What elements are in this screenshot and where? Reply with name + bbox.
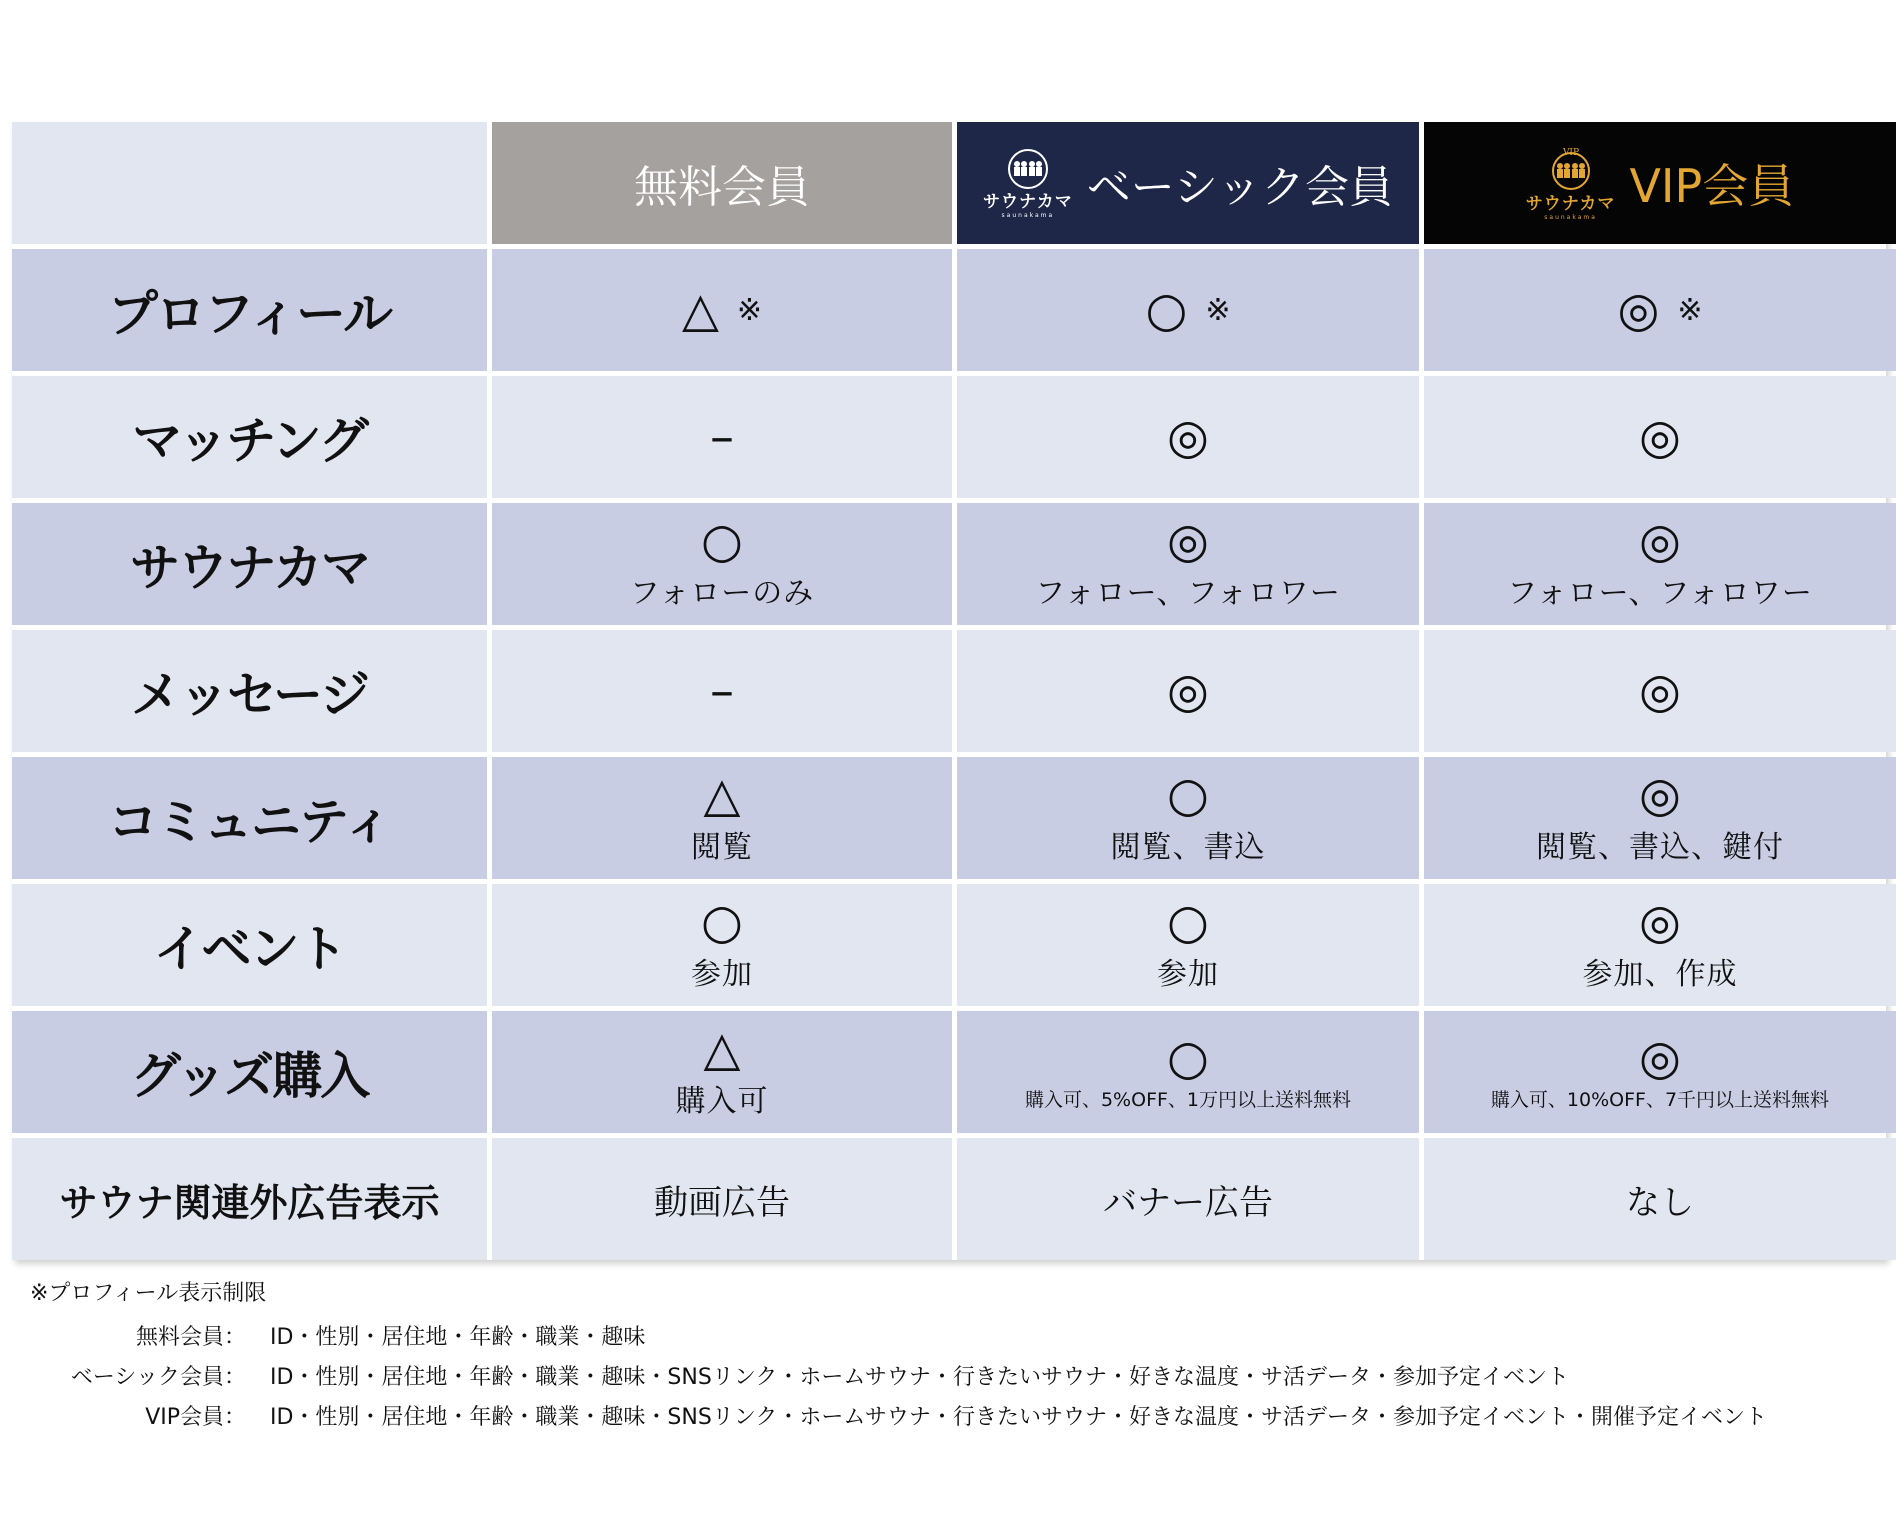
cell-community-free xyxy=(492,757,952,879)
cell-note: 参加 xyxy=(1157,957,1219,992)
vip-badge-text: VIP xyxy=(1562,148,1579,158)
circle-symbol: ○ xyxy=(1145,282,1188,338)
header-free-label: 無料会員 xyxy=(634,162,810,213)
note-mark: ※ xyxy=(1677,292,1703,328)
cell-note: 購入可、10%OFF、7千円以上送料無料 xyxy=(1490,1088,1830,1111)
cell-event-vip xyxy=(1424,884,1896,1006)
circle-symbol: ○ xyxy=(701,513,743,569)
footnote-line-vip xyxy=(30,1395,1767,1435)
cell-profile-vip xyxy=(1424,249,1896,371)
row-label-profile: プロフィール xyxy=(12,249,487,371)
cell-event-basic xyxy=(957,884,1419,1006)
footnote-line-free xyxy=(30,1315,1767,1355)
circle-symbol: ○ xyxy=(701,894,743,950)
profile-footnote xyxy=(30,1276,1767,1435)
double-circle-symbol: ◎ xyxy=(1639,894,1681,950)
cell-note: 閲覧、書込 xyxy=(1110,830,1266,865)
cell-profile-free xyxy=(492,249,952,371)
cell-ads-basic: バナー広告 xyxy=(957,1138,1419,1260)
row-label-community: コミュニティ xyxy=(12,757,487,879)
cell-event-free xyxy=(492,884,952,1006)
cell-message-free xyxy=(492,630,952,752)
cell-note: フォローのみ xyxy=(629,576,815,611)
circle-symbol: ○ xyxy=(1167,894,1209,950)
cell-note: 閲覧 xyxy=(691,830,753,865)
double-circle-symbol: ◎ xyxy=(1639,767,1681,823)
row-label-goods: グッズ購入 xyxy=(12,1011,487,1133)
cell-ads-vip: なし xyxy=(1424,1138,1896,1260)
logo-subtext: saunakama xyxy=(1544,214,1597,221)
double-circle-symbol: ◎ xyxy=(1639,1029,1681,1086)
cell-matching-vip xyxy=(1424,376,1896,498)
double-circle-symbol: ◎ xyxy=(1167,663,1209,719)
row-label-matching: マッチング xyxy=(12,376,487,498)
cell-note: 購入可 xyxy=(675,1084,769,1119)
dash-symbol: – xyxy=(710,409,734,465)
cell-saunakama-vip xyxy=(1424,503,1896,625)
double-circle-symbol: ◎ xyxy=(1167,513,1209,569)
logo-text: サウナカマ xyxy=(1525,194,1616,214)
double-circle-symbol: ◎ xyxy=(1617,282,1660,338)
header-basic-member xyxy=(957,122,1419,244)
double-circle-symbol: ◎ xyxy=(1639,513,1681,569)
cell-profile-basic xyxy=(957,249,1419,371)
cell-goods-vip xyxy=(1424,1011,1896,1133)
triangle-symbol: △ xyxy=(681,282,719,338)
cell-note: フォロー、フォロワー xyxy=(1507,576,1813,611)
sauna-people-vip-icon xyxy=(1543,145,1599,191)
note-mark: ※ xyxy=(1205,292,1231,328)
note-mark: ※ xyxy=(736,292,763,328)
header-vip-label: VIP会員 xyxy=(1629,159,1795,213)
footnote-label: 無料会員： xyxy=(135,1324,246,1350)
footnote-text: ID・性別・居住地・年齢・職業・趣味 xyxy=(270,1324,646,1350)
cell-note: 購入可、5%OFF、1万円以上送料無料 xyxy=(1024,1088,1352,1111)
footnote-text: ID・性別・居住地・年齢・職業・趣味・SNSリンク・ホームサウナ・行きたいサウナ・好きな温度・サ活データ・参加予定イベント xyxy=(270,1364,1569,1390)
header-basic-label: ベーシック会員 xyxy=(1086,162,1393,213)
double-circle-symbol: ◎ xyxy=(1639,409,1681,465)
cell-community-vip xyxy=(1424,757,1896,879)
logo-text: サウナカマ xyxy=(983,192,1073,212)
cell-goods-free xyxy=(492,1011,952,1133)
cell-matching-free xyxy=(492,376,952,498)
triangle-symbol: △ xyxy=(703,1021,741,1077)
cell-note: 参加 xyxy=(691,957,753,992)
cell-ads-free: 動画広告 xyxy=(492,1138,952,1260)
double-circle-symbol: ◎ xyxy=(1639,663,1681,719)
header-free-member xyxy=(492,122,952,244)
footnote-text: ID・性別・居住地・年齢・職業・趣味・SNSリンク・ホームサウナ・行きたいサウナ・好きな温度・サ活データ・参加予定イベント・開催予定イベント xyxy=(270,1404,1767,1430)
saunakama-logo xyxy=(983,147,1073,219)
cell-note: 閲覧、書込、鍵付 xyxy=(1536,830,1784,865)
cell-message-basic xyxy=(957,630,1419,752)
membership-comparison-table xyxy=(12,122,1886,1260)
cell-goods-basic xyxy=(957,1011,1419,1133)
cell-note: フォロー、フォロワー xyxy=(1035,576,1341,611)
sauna-people-icon xyxy=(1000,147,1056,189)
cell-message-vip xyxy=(1424,630,1896,752)
footnote-line-basic xyxy=(30,1355,1767,1395)
cell-note: 参加、作成 xyxy=(1582,957,1738,992)
circle-symbol: ○ xyxy=(1167,1029,1209,1086)
row-label-event: イベント xyxy=(12,884,487,1006)
triangle-symbol: △ xyxy=(703,767,741,823)
double-circle-symbol: ◎ xyxy=(1167,409,1209,465)
cell-community-basic xyxy=(957,757,1419,879)
row-label-saunakama: サウナカマ xyxy=(12,503,487,625)
row-label-ads: サウナ関連外広告表示 xyxy=(12,1138,487,1260)
dash-symbol: – xyxy=(710,663,734,719)
circle-symbol: ○ xyxy=(1167,767,1209,823)
footnote-label: ベーシック会員： xyxy=(70,1364,246,1390)
cell-saunakama-free xyxy=(492,503,952,625)
footnote-label: VIP会員： xyxy=(145,1404,246,1430)
header-vip-member xyxy=(1424,122,1896,244)
row-label-message: メッセージ xyxy=(12,630,487,752)
cell-saunakama-basic xyxy=(957,503,1419,625)
saunakama-vip-logo xyxy=(1526,145,1616,221)
cell-matching-basic xyxy=(957,376,1419,498)
footnote-title: ※プロフィール表示制限 xyxy=(30,1281,267,1306)
table-corner xyxy=(12,122,487,244)
logo-subtext: saunakama xyxy=(1001,212,1055,219)
